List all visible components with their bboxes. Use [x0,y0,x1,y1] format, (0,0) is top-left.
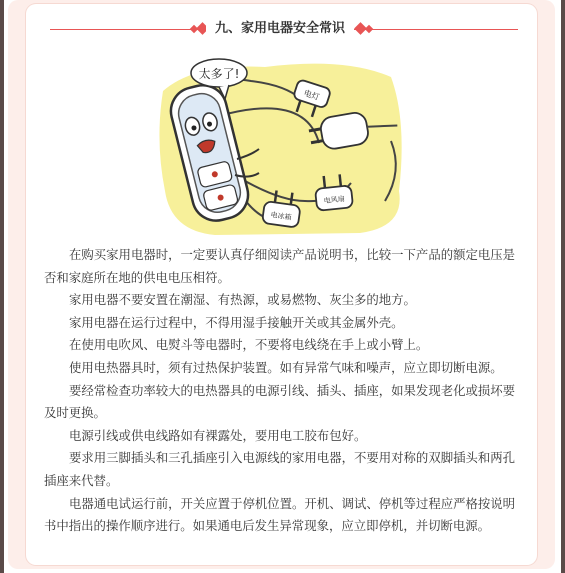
safety-tips [44,244,522,538]
paragraph-overheat: 使用电热器具时，须有过热保护装置。如有异常气味和噪声，应立即切断电源。 [69,359,503,375]
paragraph-cord-wrapping: 在使用电吹风、电熨斗等电器时，不要将电线绕在手上或小臂上。 [69,337,429,353]
paragraph-wet-hands: 家用电器在运行过程中，不得用湿手接触开关或其金属外壳。 [69,314,404,330]
paragraph-three-prong: 要求用三脚插头和三孔插座引入电源线的家用电器，不要用对称的双脚插头和两孔插座来代替。 [44,450,516,488]
plug-label-fan: 电风扇 [323,194,346,206]
paragraph-inspection: 要经常检查功率较大的电热器具的电源引线、插头、插座，如果发现老化或损坏要及时更换。 [44,382,516,421]
paragraph-placement: 家用电器不要安置在潮湿、有热源，或易燃物、灰尘多的地方。 [69,292,416,308]
plug-label-fridge: 电冰箱 [270,210,292,222]
paragraph-exposed-wire: 电源引线或供电线路如有裸露处，要用电工胶布包好。 [69,427,367,443]
plug-label-lamp: 电灯 [302,88,321,102]
left-border [0,0,4,573]
speech-bubble-text: 太多了! [198,67,240,81]
section-title: 九、家用电器安全常识 [206,16,354,42]
paragraph-purchase: 在购买家用电器时，一定要认真仔细阅读产品说明书，比较一下产品的额定电压是否和家庭所在地的供电电压相符。 [44,247,516,285]
right-border [561,0,565,573]
overloaded-socket-illustration [155,51,410,237]
paragraph-trial-run: 电器通电试运行前，开关应置于停机位置。开机、调试、停机等过程应严格按说明书中指出的操作顺序进行。如果通电后发生异常现象，应立即停机，并切断电源。 [44,495,516,534]
